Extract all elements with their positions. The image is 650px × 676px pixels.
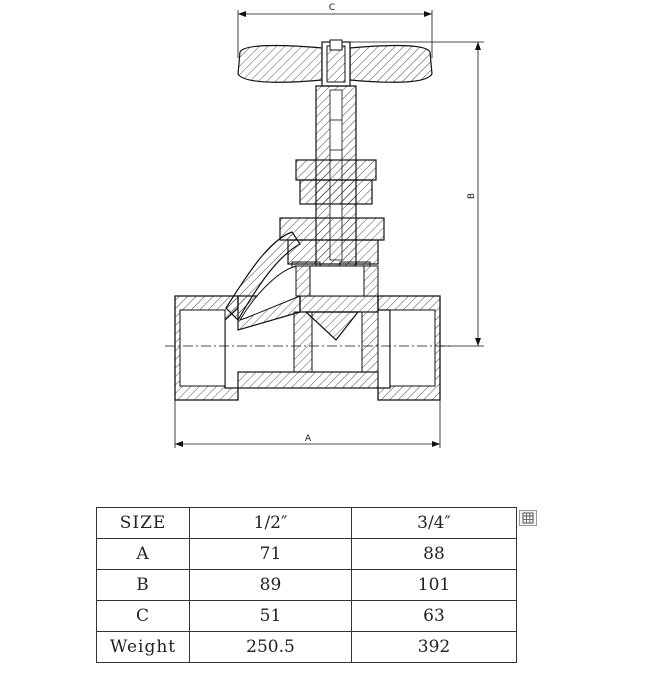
table-cell: 71 [190,539,352,570]
table-cell: 89 [190,570,352,601]
table-row [97,570,517,601]
row-label: C [97,601,190,632]
table-cell: 88 [352,539,517,570]
row-label: Weight [97,632,190,663]
packing-nut [296,160,376,204]
dimension-label-a: A [304,434,312,444]
dimension-a [175,400,440,448]
dimension-label-c: C [328,3,336,13]
table-row [97,601,517,632]
table-cell: 250.5 [190,632,352,663]
size-spec-table [96,507,517,663]
table-icon[interactable] [519,510,537,526]
table-row [97,632,517,663]
table-cell: 63 [352,601,517,632]
dimension-label-b: B [467,192,477,200]
handle [238,40,432,86]
table-row [97,539,517,570]
table-header-cell: SIZE [97,508,190,539]
table-header-cell: 1/2″ [190,508,352,539]
table-header-cell: 3/4″ [352,508,517,539]
table-cell: 101 [352,570,517,601]
row-label: A [97,539,190,570]
table-cell: 51 [190,601,352,632]
table-header-row [97,508,517,539]
table-cell: 392 [352,632,517,663]
row-label: B [97,570,190,601]
